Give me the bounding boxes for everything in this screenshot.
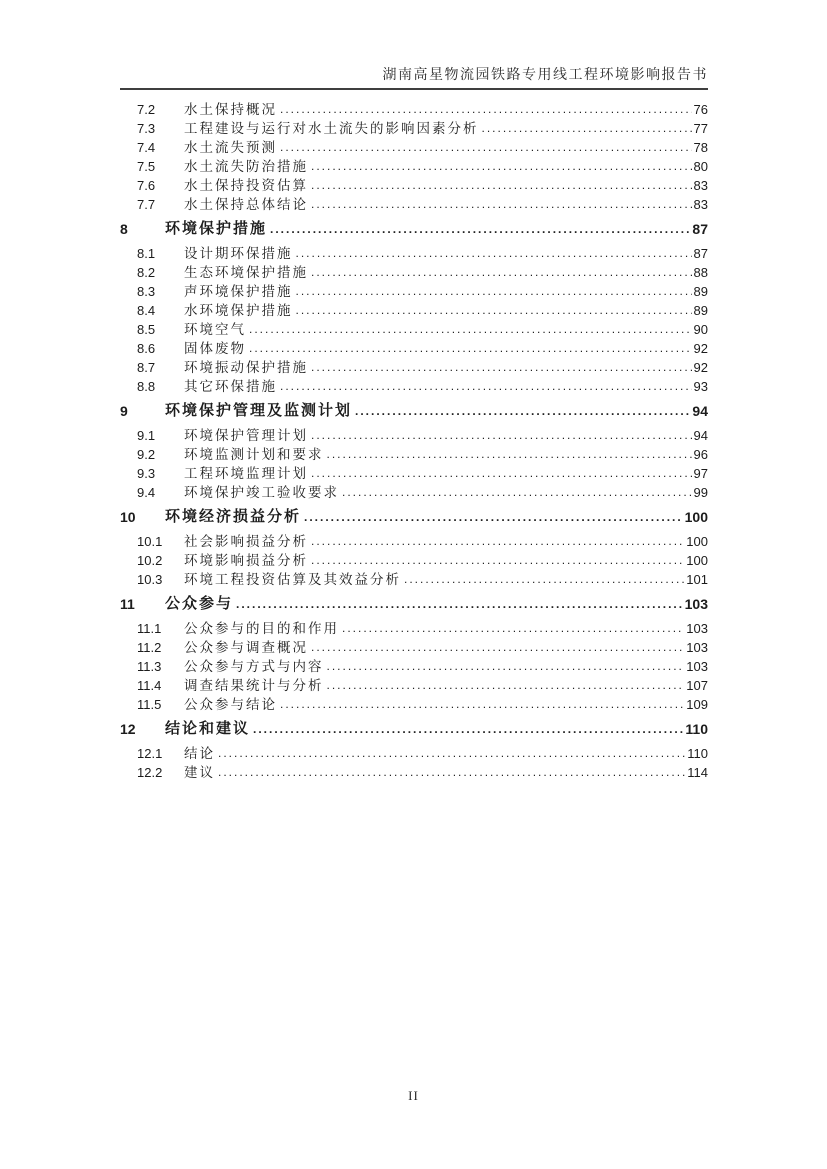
toc-list [120, 100, 708, 782]
toc-entry-number: 12 [120, 721, 136, 737]
toc-entry[interactable] [120, 638, 708, 657]
toc-entry-page: 114 [687, 765, 708, 780]
toc-entry-number: 10.2 [137, 553, 163, 568]
dot-leader [296, 244, 692, 263]
page-number: II [408, 1088, 419, 1103]
toc-entry-title: 环境保护管理计划 [184, 428, 308, 443]
toc-entry[interactable] [120, 339, 708, 358]
dot-leader [342, 483, 692, 502]
toc-entry[interactable] [120, 157, 708, 176]
dot-leader [327, 445, 692, 464]
toc-entry-page: 87 [693, 246, 708, 261]
toc-entry-number: 9.2 [137, 447, 156, 462]
toc-entry-page: 90 [693, 322, 708, 337]
toc-entry-title: 建议 [184, 765, 215, 780]
toc-entry-page: 92 [693, 360, 708, 375]
dot-leader [355, 401, 690, 421]
dot-leader [280, 100, 692, 119]
toc-entry-page: 107 [686, 678, 708, 693]
toc-entry-number: 12.2 [137, 765, 163, 780]
toc-entry-title: 环境监测计划和要求 [184, 447, 324, 462]
toc-entry-number: 9.3 [137, 466, 156, 481]
toc-entry-title: 生态环境保护措施 [184, 265, 308, 280]
dot-leader [311, 263, 692, 282]
toc-entry-title: 工程环境监理计划 [184, 466, 308, 481]
toc-entry-page: 97 [693, 466, 708, 481]
toc-entry-number: 7.3 [137, 121, 156, 136]
toc-entry-page: 99 [693, 485, 708, 500]
toc-entry-title: 环境经济损益分析 [165, 509, 302, 525]
toc-entry[interactable] [120, 657, 708, 676]
toc-entry[interactable] [120, 464, 708, 483]
toc-entry-number: 8.2 [137, 265, 156, 280]
toc-entry-page: 88 [693, 265, 708, 280]
dot-leader [280, 138, 692, 157]
toc-entry-page: 109 [686, 697, 708, 712]
toc-entry[interactable] [120, 138, 708, 157]
toc-entry[interactable] [120, 744, 708, 763]
dot-leader [249, 320, 692, 339]
toc-entry-page: 103 [686, 659, 708, 674]
toc-entry-page: 100 [684, 509, 708, 525]
page-header-title: 湖南高星物流园铁路专用线工程环境影响报告书 [382, 68, 708, 83]
toc-entry[interactable] [120, 176, 708, 195]
toc-entry-number: 11.5 [137, 697, 162, 712]
dot-leader [311, 195, 692, 214]
toc-entry-title: 社会影响损益分析 [184, 534, 308, 549]
toc-entry-number: 11 [120, 596, 135, 612]
toc-entry-number: 8.5 [137, 322, 156, 337]
toc-entry[interactable] [120, 244, 708, 263]
toc-entry[interactable] [120, 219, 708, 239]
toc-entry[interactable] [120, 551, 708, 570]
toc-entry-page: 100 [686, 534, 708, 549]
toc-entry-page: 77 [693, 121, 708, 136]
toc-entry-title: 环境振动保护措施 [184, 360, 308, 375]
dot-leader [280, 377, 692, 396]
dot-leader [327, 676, 685, 695]
toc-entry-page: 83 [693, 197, 708, 212]
toc-entry-page: 96 [693, 447, 708, 462]
toc-entry-page: 94 [693, 428, 708, 443]
toc-entry-title: 水环境保护措施 [184, 303, 293, 318]
toc-entry-title: 环境工程投资估算及其效益分析 [184, 572, 401, 587]
toc-entry-title: 固体废物 [184, 341, 246, 356]
toc-entry-title: 结论和建议 [165, 721, 251, 737]
toc-entry-title: 水土流失预测 [184, 140, 277, 155]
toc-entry-number: 8.1 [137, 246, 156, 261]
toc-entry-number: 11.1 [137, 621, 162, 636]
toc-entry[interactable] [120, 119, 708, 138]
toc-entry[interactable] [120, 695, 708, 714]
toc-entry-page: 101 [686, 572, 708, 587]
toc-entry-number: 8.4 [137, 303, 156, 318]
toc-entry-page: 78 [693, 140, 708, 155]
toc-entry-title: 水土保持投资估算 [184, 178, 308, 193]
toc-entry[interactable] [120, 719, 708, 739]
dot-leader [311, 638, 684, 657]
toc-entry-number: 8.3 [137, 284, 156, 299]
toc-entry[interactable] [120, 532, 708, 551]
toc-entry-number: 10 [120, 509, 136, 525]
toc-entry-title: 水土保持概况 [184, 102, 277, 117]
toc-entry-page: 89 [693, 284, 708, 299]
toc-entry-page: 80 [693, 159, 708, 174]
toc-entry-title: 水土保持总体结论 [184, 197, 308, 212]
toc-entry-number: 9 [120, 403, 128, 419]
toc-entry-title: 环境保护竣工验收要求 [184, 485, 339, 500]
toc-entry[interactable] [120, 445, 708, 464]
dot-leader [249, 339, 692, 358]
page-header [120, 66, 708, 90]
dot-leader [218, 744, 685, 763]
dot-leader [311, 551, 684, 570]
dot-leader [236, 594, 683, 614]
dot-leader [270, 219, 690, 239]
toc-entry[interactable] [120, 100, 708, 119]
toc-entry-title: 公众参与调查概况 [184, 640, 308, 655]
dot-leader [404, 570, 684, 589]
toc-entry-number: 11.4 [137, 678, 162, 693]
toc-entry-number: 8.6 [137, 341, 156, 356]
toc-entry-number: 7.2 [137, 102, 156, 117]
toc-entry-number: 9.1 [137, 428, 156, 443]
toc-entry-number: 8.7 [137, 360, 156, 375]
dot-leader [311, 157, 692, 176]
toc-entry-title: 声环境保护措施 [184, 284, 293, 299]
toc-entry-title: 其它环保措施 [184, 379, 277, 394]
toc-entry-page: 110 [687, 746, 708, 761]
toc-entry-page: 110 [685, 721, 708, 737]
toc-entry[interactable] [120, 483, 708, 502]
dot-leader [482, 119, 692, 138]
dot-leader [311, 426, 692, 445]
dot-leader [327, 657, 685, 676]
toc-entry-page: 103 [686, 621, 708, 636]
toc-entry-number: 11.2 [137, 640, 162, 655]
toc-entry[interactable] [120, 195, 708, 214]
toc-entry-number: 7.7 [137, 197, 156, 212]
toc-entry-title: 环境影响损益分析 [184, 553, 308, 568]
toc-entry-number: 7.4 [137, 140, 156, 155]
toc-entry-page: 94 [692, 403, 708, 419]
toc-entry-title: 环境保护管理及监测计划 [165, 403, 353, 419]
toc-entry-title: 调查结果统计与分析 [184, 678, 324, 693]
toc-entry-title: 设计期环保措施 [184, 246, 293, 261]
toc-entry-page: 83 [693, 178, 708, 193]
toc-entry[interactable] [120, 594, 708, 614]
toc-entry-page: 93 [693, 379, 708, 394]
document-page-content [120, 66, 708, 782]
toc-entry-page: 89 [693, 303, 708, 318]
dot-leader [218, 763, 685, 782]
dot-leader [311, 358, 692, 377]
toc-entry-number: 7.6 [137, 178, 156, 193]
page-footer [0, 1088, 827, 1104]
toc-entry-title: 结论 [184, 746, 215, 761]
toc-entry[interactable] [120, 401, 708, 421]
dot-leader [296, 301, 692, 320]
toc-entry-title: 公众参与 [165, 596, 234, 612]
dot-leader [311, 532, 684, 551]
toc-entry[interactable] [120, 320, 708, 339]
toc-entry[interactable] [120, 676, 708, 695]
toc-entry[interactable] [120, 426, 708, 445]
toc-entry-page: 103 [686, 640, 708, 655]
toc-entry-title: 环境保护措施 [165, 221, 268, 237]
toc-entry-number: 10.1 [137, 534, 163, 549]
toc-entry-number: 11.3 [137, 659, 162, 674]
toc-entry[interactable] [120, 619, 708, 638]
toc-entry[interactable] [120, 358, 708, 377]
toc-entry-number: 10.3 [137, 572, 163, 587]
toc-entry[interactable] [120, 301, 708, 320]
toc-entry-title: 公众参与的目的和作用 [184, 621, 339, 636]
toc-entry[interactable] [120, 570, 708, 589]
dot-leader [311, 176, 692, 195]
toc-entry-page: 76 [693, 102, 708, 117]
toc-entry-title: 环境空气 [184, 322, 246, 337]
toc-entry[interactable] [120, 377, 708, 396]
dot-leader [280, 695, 684, 714]
toc-entry-number: 7.5 [137, 159, 156, 174]
dot-leader [253, 719, 683, 739]
dot-leader [296, 282, 692, 301]
toc-entry-page: 87 [692, 221, 708, 237]
toc-entry[interactable] [120, 507, 708, 527]
dot-leader [311, 464, 692, 483]
dot-leader [304, 507, 683, 527]
dot-leader [342, 619, 684, 638]
toc-entry[interactable] [120, 282, 708, 301]
toc-entry-title: 水土流失防治措施 [184, 159, 308, 174]
toc-entry[interactable] [120, 263, 708, 282]
toc-entry-title: 公众参与方式与内容 [184, 659, 324, 674]
toc-entry-number: 8.8 [137, 379, 156, 394]
toc-entry-title: 工程建设与运行对水土流失的影响因素分析 [184, 121, 479, 136]
toc-entry-page: 92 [693, 341, 708, 356]
toc-entry-number: 8 [120, 221, 128, 237]
toc-entry-title: 公众参与结论 [184, 697, 277, 712]
toc-entry-number: 12.1 [137, 746, 163, 761]
toc-entry-page: 100 [686, 553, 708, 568]
toc-entry-page: 103 [684, 596, 708, 612]
toc-entry-number: 9.4 [137, 485, 156, 500]
toc-entry[interactable] [120, 763, 708, 782]
